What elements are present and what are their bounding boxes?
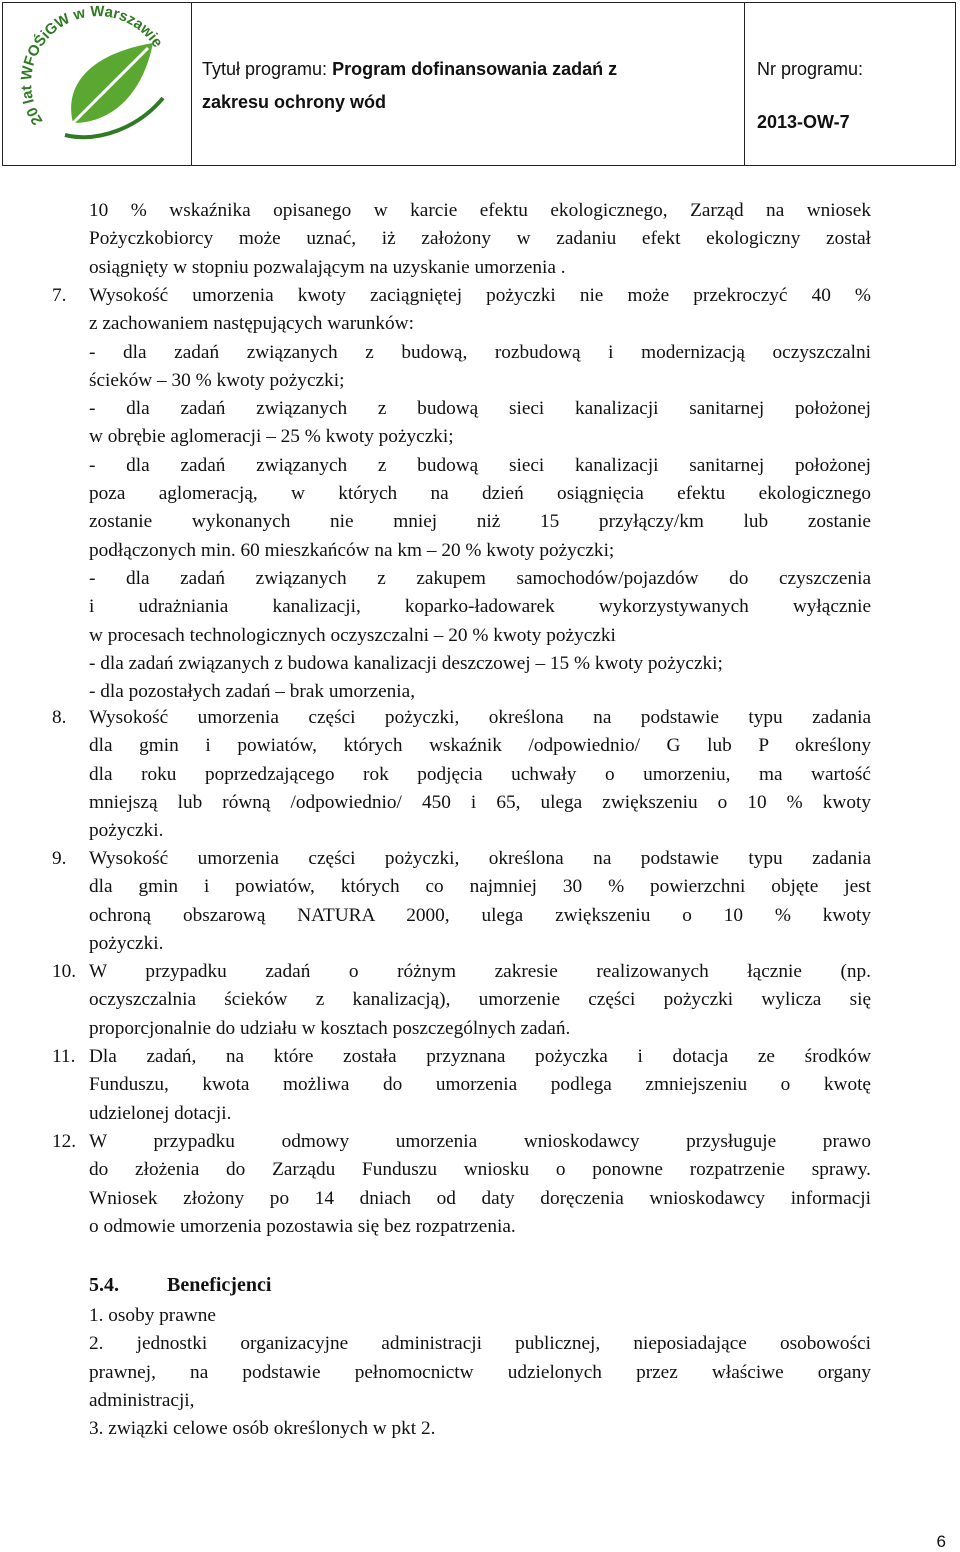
program-title-line-2: zakresu ochrony wód	[202, 92, 387, 112]
item-line: dla gmin i powiatów, których co najmniej 30 % powierzchni objęte jest	[89, 876, 871, 898]
intro-line: Pożyczkobiorcy może uznać, iż założony w zadaniu efekt ekologiczny został	[89, 228, 871, 250]
item-line: Wysokość umorzenia części pożyczki, określona na podstawie typu zadania	[89, 848, 871, 869]
intro-line: 10 % wskaźnika opisanego w karcie efektu ekologicznego, Zarząd na wniosek	[89, 200, 871, 221]
document-header	[2, 2, 956, 166]
item-line: dla roku poprzedzającego rok podjęcia uchwały o umorzeniu, ma wartość	[89, 763, 871, 785]
item-number-9: 9.	[52, 848, 67, 869]
item-line: - dla zadań związanych z budową sieci kanalizacji sanitarnej położonej	[89, 398, 871, 420]
program-title-line-1	[202, 59, 617, 80]
item-line: o odmowie umorzenia pozostawia się bez rozpatrzenia.	[89, 1215, 516, 1237]
program-number-value: 2013-OW-7	[757, 112, 850, 132]
title-label: Tytuł programu:	[202, 59, 333, 79]
program-number-label: Nr programu:	[757, 59, 864, 79]
item-line: udzielonej dotacji.	[89, 1102, 232, 1124]
list-item: 2. jednostki organizacyjne administracji publicznej, nieposiadające osobowości	[89, 1333, 871, 1355]
beneficiaries-list	[89, 1302, 871, 1443]
item-line: W przypadku zadań o różnym zakresie realizowanych łącznie (np.	[89, 961, 871, 982]
item-line: w obrębie aglomeracji – 25 % kwoty pożyczki;	[89, 426, 454, 448]
item-9-text	[89, 845, 871, 958]
list-item: 1. osoby prawne	[89, 1305, 216, 1326]
item-line: podłączonych min. 60 mieszkańców na km – 20 % kwoty pożyczki;	[89, 539, 615, 561]
item-line: poza aglomeracją, w których na dzień osiągnięcia efektu ekologicznego	[89, 483, 871, 505]
item-line: mniejszą lub równą /odpowiednio/ 450 i 65, ulega zwiększeniu o 10 % kwoty	[89, 791, 871, 813]
intro-paragraph	[89, 197, 871, 282]
item-number-10: 10.	[52, 961, 77, 982]
item-line: w procesach technologicznych oczyszczalni – 20 % kwoty pożyczki	[89, 624, 616, 646]
intro-line: osiągnięty w stopniu pozwalającym na uzyskanie umorzenia .	[89, 256, 566, 278]
item-line: Dla zadań, na które została przyznana pożyczka i dotacja ze środków	[89, 1046, 871, 1067]
item-line: do złożenia do Zarządu Funduszu wniosku o ponowne rozpatrzenie sprawy.	[89, 1159, 871, 1181]
item-line: dla gmin i powiatów, których wskaźnik /odpowiednio/ G lub P określony	[89, 735, 871, 757]
item-line: oczyszczalnia ścieków z kanalizacją), umorzenie części pożyczki wylicza się	[89, 989, 871, 1011]
item-line: W przypadku odmowy umorzenia wnioskodawcy przysługuje prawo	[89, 1131, 871, 1152]
item-line: z zachowaniem następujących warunków:	[89, 313, 414, 335]
item-line: - dla zadań związanych z budową, rozbudową i modernizacją oczyszczalni	[89, 341, 871, 363]
section-number: 5.4.	[89, 1274, 119, 1296]
item-7-text	[89, 282, 871, 706]
program-number-cell	[745, 3, 955, 165]
item-line: Wysokość umorzenia kwoty zaciągniętej pożyczki nie może przekroczyć 40 %	[89, 285, 871, 306]
item-line: proporcjonalnie do udziału w kosztach poszczególnych zadań.	[89, 1017, 571, 1039]
title-bold-1: Program dofinansowania zadań z	[332, 59, 618, 79]
item-line: - dla pozostałych zadań – brak umorzenia,	[89, 681, 416, 703]
item-11-text	[89, 1043, 871, 1128]
wfosigw-logo	[3, 3, 189, 165]
item-line: zostanie wykonanych nie mniej niż 15 przyłączy/km lub zostanie	[89, 511, 871, 533]
item-line: Funduszu, kwota możliwa do umorzenia podlega zmniejszeniu o kwotę	[89, 1074, 871, 1096]
list-item: 3. związki celowe osób określonych w pkt 2.	[89, 1418, 436, 1440]
list-item: administracji,	[89, 1389, 195, 1411]
item-line: ochroną obszarową NATURA 2000, ulega zwiększeniu o 10 % kwoty	[89, 904, 871, 926]
item-10-text	[89, 958, 871, 1043]
list-item: prawnej, na podstawie pełnomocnictw udzielonych przez właściwe organy	[89, 1361, 871, 1383]
logo-text: 20 lat WFOŚiGW w Warszawie	[17, 3, 167, 128]
program-title-cell	[192, 3, 745, 165]
item-line: - dla zadań związanych z zakupem samochodów/pojazdów do czyszczenia	[89, 567, 871, 589]
item-line: ścieków – 30 % kwoty pożyczki;	[89, 369, 345, 391]
item-line: i udrażniania kanalizacji, koparko-ładowarek wykorzystywanych wyłącznie	[89, 596, 871, 618]
item-number-11: 11.	[52, 1046, 76, 1067]
item-line: Wniosek złożony po 14 dniach od daty doręczenia wnioskodawcy informacji	[89, 1187, 871, 1209]
page-number: 6	[936, 1532, 946, 1551]
item-8-text	[89, 704, 871, 845]
logo-cell	[3, 3, 192, 165]
item-line: - dla zadań związanych z budową sieci kanalizacji sanitarnej położonej	[89, 454, 871, 476]
item-number-8: 8.	[52, 707, 67, 728]
item-number-7: 7.	[52, 285, 67, 306]
section-title: Beneficjenci	[167, 1274, 272, 1296]
item-line: Wysokość umorzenia części pożyczki, określona na podstawie typu zadania	[89, 707, 871, 728]
item-12-text	[89, 1128, 871, 1241]
item-line: - dla zadań związanych z budowa kanalizacji deszczowej – 15 % kwoty pożyczki;	[89, 652, 723, 674]
item-line: pożyczki.	[89, 932, 164, 954]
item-number-12: 12.	[52, 1131, 77, 1152]
item-line: pożyczki.	[89, 820, 164, 842]
